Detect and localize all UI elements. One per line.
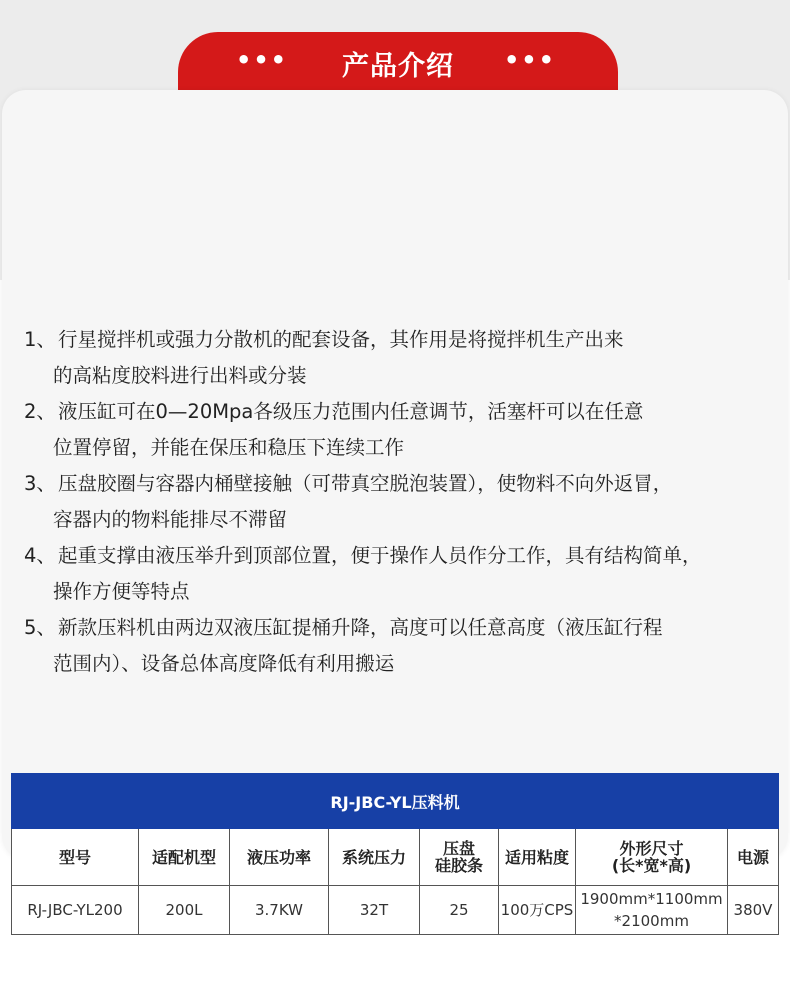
feature-text-continued: 容器内的物料能排尽不滞留 bbox=[53, 508, 288, 531]
data-cell bbox=[576, 886, 728, 935]
feature-text-continued: 位置停留，并能在保压和稳压下连续工作 bbox=[53, 436, 405, 459]
feature-text-continued: 的高粘度胶料进行出料或分装 bbox=[53, 364, 307, 387]
header-line: 系统压力 bbox=[341, 847, 406, 867]
table-row bbox=[12, 886, 779, 935]
table-caption: RJ-JBC-YL压料机 bbox=[12, 774, 779, 829]
feature-number: 3、 bbox=[24, 472, 56, 495]
data-cell bbox=[728, 886, 779, 935]
dots-decoration-left: ••• bbox=[236, 46, 289, 74]
header-line: 外形尺寸 bbox=[619, 839, 684, 858]
feature-item bbox=[24, 394, 784, 466]
cell-line: 100万CPS bbox=[500, 901, 574, 919]
data-cell bbox=[329, 886, 420, 935]
header-line: 压盘 bbox=[442, 839, 475, 858]
feature-item bbox=[24, 466, 784, 538]
cell-line: RJ-JBC-YL200 bbox=[27, 901, 123, 919]
data-cell bbox=[12, 886, 139, 935]
cell-line: 32T bbox=[359, 901, 389, 919]
header-line-2: (长*宽*高) bbox=[611, 856, 692, 875]
data-cell bbox=[499, 886, 576, 935]
header-cell bbox=[329, 829, 420, 886]
header-line: 型号 bbox=[58, 847, 91, 867]
header-line: 电源 bbox=[736, 847, 769, 867]
cell-line-2: *2100mm bbox=[614, 912, 689, 930]
cell-line: 3.7KW bbox=[255, 901, 303, 919]
feature-text-continued: 操作方便等特点 bbox=[53, 580, 190, 603]
feature-item bbox=[24, 322, 784, 394]
header-cell bbox=[230, 829, 329, 886]
data-cell bbox=[420, 886, 499, 935]
dots-decoration-right: ••• bbox=[503, 46, 556, 74]
section-title: 产品介绍 bbox=[342, 51, 454, 82]
feature-number: 2、 bbox=[24, 400, 56, 423]
header-line: 适配机型 bbox=[151, 847, 216, 867]
feature-text: 行星搅拌机或强力分散机的配套设备，其作用是将搅拌机生产出来 bbox=[58, 328, 624, 351]
feature-text: 新款压料机由两边双液压缸提桶升降，高度可以任意高度（液压缸行程 bbox=[58, 616, 663, 639]
feature-text: 压盘胶圈与容器内桶壁接触（可带真空脱泡装置），使物料不向外返冒， bbox=[58, 472, 673, 495]
feature-number: 4、 bbox=[24, 544, 56, 567]
feature-item bbox=[24, 538, 784, 610]
feature-list bbox=[24, 322, 784, 682]
header-cell bbox=[420, 829, 499, 886]
header-line: 液压功率 bbox=[246, 847, 311, 867]
header-line-2: 硅胶条 bbox=[434, 856, 483, 875]
feature-text: 液压缸可在0—20Mpa各级压力范围内任意调节，活塞杆可以在任意 bbox=[58, 400, 644, 423]
cell-line: 1900mm*1100mm bbox=[580, 890, 723, 908]
table-header-row bbox=[12, 829, 779, 886]
data-cell bbox=[139, 886, 230, 935]
spec-table bbox=[11, 773, 779, 935]
header-cell bbox=[576, 829, 728, 886]
feature-text: 起重支撑由液压举升到顶部位置，便于操作人员作分工作，具有结构简单， bbox=[58, 544, 702, 567]
header-cell bbox=[12, 829, 139, 886]
header-line: 适用粘度 bbox=[504, 847, 569, 867]
feature-item bbox=[24, 610, 784, 682]
cell-line: 380V bbox=[733, 901, 773, 919]
feature-text-continued: 范围内）、设备总体高度降低有利用搬运 bbox=[53, 652, 395, 675]
cell-line: 200L bbox=[165, 901, 203, 919]
cell-line: 25 bbox=[449, 901, 469, 919]
header-cell bbox=[139, 829, 230, 886]
header-cell bbox=[499, 829, 576, 886]
data-cell bbox=[230, 886, 329, 935]
feature-number: 1、 bbox=[24, 328, 56, 351]
feature-number: 5、 bbox=[24, 616, 56, 639]
header-cell bbox=[728, 829, 779, 886]
